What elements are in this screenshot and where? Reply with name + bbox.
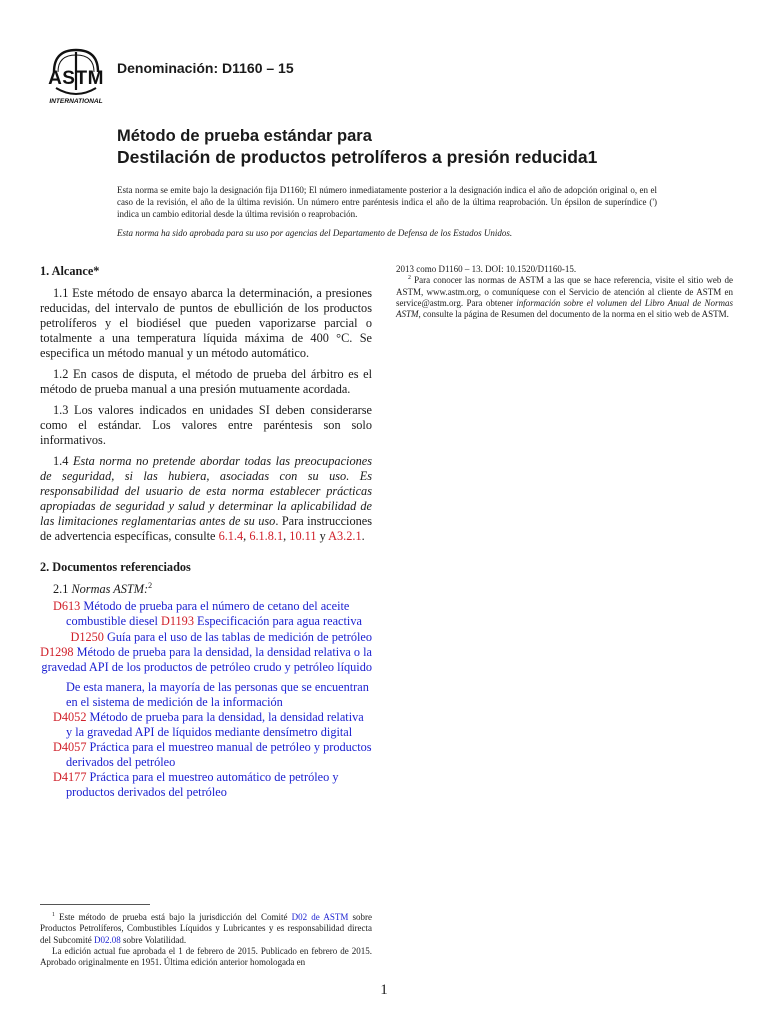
footnote-marker: 2 (148, 580, 153, 590)
footnotes (40, 912, 372, 968)
dod-approval-note: Esta norma ha sido aprobada para su uso por agencias del Departamento de Defensa de los Estados Unidos. (117, 228, 513, 238)
footnote-text: sobre Volatilidad. (120, 934, 187, 945)
reference-title[interactable]: Método de prueba para el número de cetano del aceite combustible diesel (66, 599, 350, 628)
paragraph-1-4 (40, 454, 372, 544)
title-line-1: Método de prueba estándar para (117, 127, 372, 145)
reference-d4052[interactable] (40, 710, 372, 740)
document-title (117, 126, 737, 168)
reference-code[interactable]: D1193 (160, 614, 194, 628)
reference-code[interactable]: D4057 (53, 740, 87, 754)
footnote-2 (396, 275, 733, 320)
footnote-1 (40, 912, 372, 946)
standard-designation: Denominación: D1160 – 15 (117, 60, 294, 76)
reference-title: De esta manera, la mayoría de las personas que se encuentran en el sistema de medición de la información (66, 680, 369, 709)
section-2-heading: 2. Documentos referenciados (40, 560, 191, 574)
section-1-heading: 1. Alcance* (40, 264, 100, 278)
footnote-text: sobre Productos Petrolíferos, Combustibles Líquidos y Lubricantes y es responsabilidad directa del Subcomité (40, 912, 372, 945)
reference-title[interactable]: Práctica para el muestreo manual de petróleo y productos derivados del petróleo (66, 740, 372, 769)
footnote-marker: 2 (408, 275, 411, 282)
left-column (40, 264, 372, 800)
paragraph-number: 1.4 (53, 454, 73, 468)
footnote-italic: información sobre el volumen del Libro Anual de Normas ASTM (396, 297, 733, 320)
xref-10-11[interactable]: 10.11 (289, 529, 317, 543)
reference-code[interactable]: D4052 (53, 710, 87, 724)
paragraph-1-3: 1.3 Los valores indicados en unidades SI deben considerarse como el estándar. Los valores entre paréntesis son solo informativos. (40, 403, 372, 447)
paragraph-text: . Para instrucciones de advertencia específicas, consulte (40, 514, 372, 543)
reference-title[interactable]: Guía para el uso de las tablas de medición de petróleo (103, 630, 372, 644)
footnote-edition: La edición actual fue aprobada el 1 de febrero de 2015. Publicado en febrero de 2015. Aprobado originalmente en 1951. Última edición anterior homologada en (40, 945, 372, 968)
page-number: 1 (380, 982, 388, 998)
xref-6-1-8-1[interactable]: 6.1.8.1 (249, 529, 284, 543)
reference-code[interactable]: D613 (53, 599, 81, 613)
subsection-label: Normas ASTM: (71, 582, 149, 596)
reference-code[interactable]: D4177 (53, 770, 87, 784)
footnote-continuation: 2013 como D1160 – 13. DOI: 10.1520/D1160-15. (396, 264, 577, 274)
reference-d4057[interactable] (40, 740, 372, 770)
reference-title[interactable]: Método de prueba para la densidad, la densidad relativa y la gravedad API de líquidos mediante densímetro digital (66, 710, 364, 739)
reference-code[interactable]: D1250 (70, 630, 104, 644)
xref-6-1-4[interactable]: 6.1.4 (218, 529, 244, 543)
footnote-text: , consulte la página de Resumen del documento de la norma en el sitio web de ASTM. (418, 309, 729, 320)
separator: , (243, 529, 250, 543)
safety-caveat: Esta norma no pretende abordar todas las preocupaciones de seguridad, si las hubiera, asociadas con su uso. Es responsabilidad del usuario de esta norma establecer prácticas apropiadas de seguridad y salud y determinar la aplicabilidad de las limitaciones reglamentarias antes de su uso (40, 454, 372, 528)
reference-d1250[interactable] (40, 630, 372, 645)
reference-d613[interactable] (40, 599, 372, 629)
reference-code[interactable]: D1298 (40, 645, 74, 659)
footnote-text: Este método de prueba está bajo la jurisdicción del Comité (54, 912, 292, 922)
astm-logo (40, 44, 112, 106)
right-column (396, 264, 733, 320)
issuance-statement: Esta norma se emite bajo la designación fija D1160; El número inmediatamente posterior a la designación indica el año de adopción original o, en el caso de la revisión, el año de la última revisión. Un número entre paréntesis indica el año de la última reaprobación. Un épsilon de superíndice (') indica un cambio editorial desde la última revisión o reaprobación. (117, 185, 657, 220)
title-line-2: Destilación de productos petrolíferos a presión reducida1 (117, 147, 598, 167)
reference-note (40, 680, 372, 710)
reference-d4177[interactable] (40, 770, 372, 800)
svg-text:ASTM: ASTM (48, 68, 104, 89)
referenced-documents-list (40, 599, 372, 800)
reference-title[interactable]: Especificación para agua reactiva (193, 614, 362, 628)
reference-d1298[interactable] (40, 645, 372, 675)
separator: , (283, 529, 290, 543)
reference-title[interactable]: Método de prueba para la densidad, la densidad relativa o la gravedad API de los productos de petróleo crudo y petróleo líquido (41, 645, 372, 674)
footnote-divider (40, 904, 150, 905)
svg-text:INTERNATIONAL: INTERNATIONAL (49, 98, 103, 105)
separator: y (316, 529, 329, 543)
paragraph-1-2: 1.2 En casos de disputa, el método de prueba del árbitro es el método de prueba manual a una presión mutuamente acordada. (40, 367, 372, 396)
subsection-2-1 (40, 582, 372, 597)
paragraph-1-1: 1.1 Este método de ensayo abarca la determinación, a presiones reducidas, del intervalo de puntos de ebullición de los productos petrolíferos y el biodiésel que pueden vaporizarse parcial o totalmente a una temperatura líquida máxima de 400 °C. Se especifica un método manual y un método automático. (40, 286, 372, 360)
subcommittee-link[interactable]: D02.08 (94, 934, 121, 945)
subsection-number: 2.1 (53, 582, 72, 596)
committee-link[interactable]: D02 de ASTM (291, 912, 349, 922)
period: . (361, 529, 365, 543)
footnote-text: Para conocer las normas de ASTM a las que se hace referencia, visite el sitio web de ASTM, www.astm.org, o comuníquese con el Servicio de atención al cliente de ASTM en service@astm.org. Para obtener (396, 275, 733, 308)
xref-a3-2-1[interactable]: A3.2.1 (328, 529, 362, 543)
footnote-marker: 1 (52, 912, 55, 918)
reference-title[interactable]: Práctica para el muestreo automático de petróleo y productos derivados del petróleo (66, 770, 339, 799)
